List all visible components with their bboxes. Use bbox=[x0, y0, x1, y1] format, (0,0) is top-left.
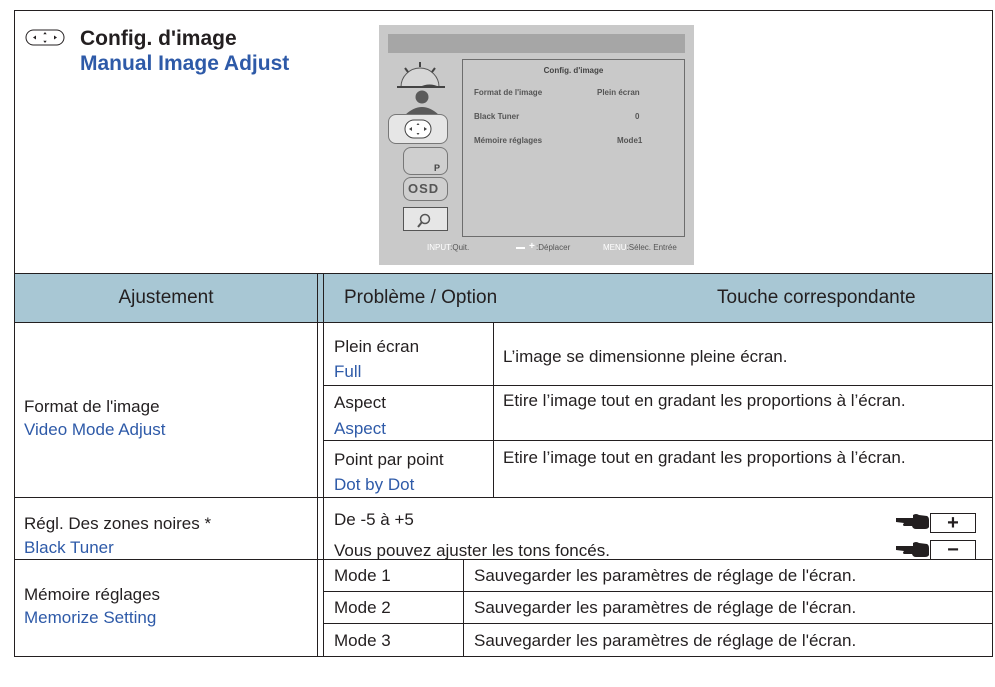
image-adjust-tab bbox=[388, 114, 448, 144]
picture-mode-tab bbox=[403, 147, 448, 175]
osd-title-bar bbox=[388, 34, 685, 53]
black-tuner-desc: Vous pouvez ajuster les tons foncés. bbox=[334, 541, 610, 560]
memory-mode-desc: Sauvegarder les paramètres de réglage de l'écran. bbox=[474, 566, 857, 585]
option-dot-by-dot-desc: Etire l’image tout en gradant les proportions à l’écran. bbox=[503, 448, 906, 467]
osd-footer-input: INPUT:Quit. bbox=[427, 243, 470, 252]
black-tuner-label-en: Black Tuner bbox=[24, 538, 114, 557]
page-title: Config. d'image bbox=[80, 27, 237, 50]
osd-row-value: 0 bbox=[635, 112, 640, 121]
osd-footer-menu: MENU:Sélec. Entrée bbox=[603, 243, 677, 252]
brightness-icon bbox=[387, 59, 457, 89]
column-header-key: Touche correspondante bbox=[717, 287, 916, 308]
option-aspect: Aspect bbox=[334, 393, 386, 412]
minus-icon bbox=[516, 247, 525, 249]
osd-settings-tab bbox=[403, 177, 448, 201]
osd-row-label: Mémoire réglages bbox=[474, 136, 543, 145]
option-aspect-desc: Etire l’image tout en gradant les proportions à l’écran. bbox=[503, 391, 906, 410]
memory-label-en: Memorize Setting bbox=[24, 608, 157, 627]
option-full-desc: L’image se dimensionne pleine écran. bbox=[503, 347, 788, 366]
image-adjust-icon bbox=[25, 29, 65, 46]
osd-row-label: Black Tuner bbox=[474, 112, 520, 121]
option-dot-by-dot: Point par point bbox=[334, 450, 444, 469]
format-label: Format de l'image bbox=[24, 397, 160, 416]
osd-panel-title: Config. d'image bbox=[543, 66, 604, 75]
person-icon bbox=[387, 89, 457, 115]
osd-screenshot bbox=[379, 25, 694, 265]
format-label-en: Video Mode Adjust bbox=[24, 420, 166, 439]
minus-key: − bbox=[930, 540, 976, 560]
osd-panel bbox=[462, 59, 685, 237]
osd-row-value: Mode1 bbox=[617, 136, 643, 145]
black-tuner-range: De -5 à +5 bbox=[334, 510, 414, 529]
memory-mode-desc: Sauvegarder les paramètres de réglage de l'écran. bbox=[474, 631, 857, 650]
osd-footer-move: :Déplacer bbox=[536, 243, 571, 252]
memory-mode: Mode 1 bbox=[334, 566, 391, 585]
column-header-option: Problème / Option bbox=[344, 287, 498, 308]
osd-row-label: Format de l'image bbox=[474, 88, 543, 97]
pointing-hand-icon bbox=[896, 541, 929, 558]
memory-mode: Mode 2 bbox=[334, 598, 391, 617]
memory-mode-desc: Sauvegarder les paramètres de réglage de l'écran. bbox=[474, 598, 857, 617]
page-subtitle: Manual Image Adjust bbox=[80, 52, 290, 75]
option-aspect-en: Aspect bbox=[334, 419, 386, 438]
option-full-en: Full bbox=[334, 362, 362, 381]
memory-mode: Mode 3 bbox=[334, 631, 391, 650]
black-tuner-label: Régl. Des zones noires * bbox=[24, 514, 212, 533]
osd-row-value: Plein écran bbox=[597, 88, 640, 97]
plus-icon: + bbox=[529, 241, 535, 252]
option-dot-by-dot-en: Dot by Dot bbox=[334, 475, 415, 494]
picture-mode-icon: P bbox=[433, 163, 440, 173]
tools-icon bbox=[403, 207, 448, 231]
plus-key: + bbox=[930, 513, 976, 533]
option-full: Plein écran bbox=[334, 337, 420, 356]
column-header-adjustment: Ajustement bbox=[118, 287, 214, 308]
osd-icon: OSD bbox=[408, 181, 440, 196]
memory-label: Mémoire réglages bbox=[24, 585, 161, 604]
pointing-hand-icon bbox=[896, 513, 929, 530]
